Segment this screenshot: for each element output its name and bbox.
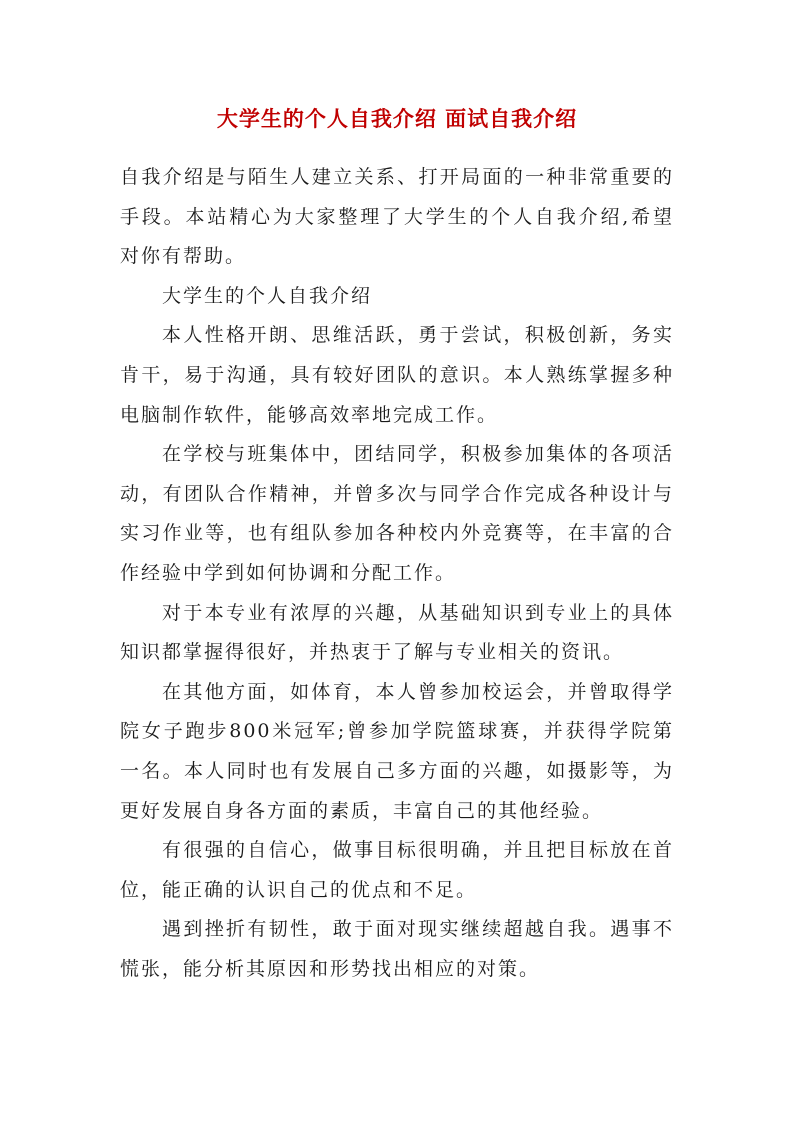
document-body: [120, 158, 674, 989]
section-heading: 大学生的个人自我介绍: [162, 284, 373, 307]
body-paragraph-3: 对于本专业有浓厚的兴趣，从基础知识到专业上的具体知识都掌握得很好，并热衷于了解与专业相关的资讯。: [120, 601, 674, 664]
intro-paragraph: 自我介绍是与陌生人建立关系、打开局面的一种非常重要的手段。本站精心为大家整理了大学生的个人自我介绍,希望对你有帮助。: [120, 166, 674, 268]
body-paragraph-5: 有很强的自信心，做事目标很明确，并且把目标放在首位，能正确的认识自己的优点和不足。: [120, 839, 674, 901]
body-paragraph-4: 在其他方面，如体育，本人曾参加校运会，并曾取得学院女子跑步800米冠军;曾参加学院篮球赛，并获得学院第一名。本人同时也有发展自己多方面的兴趣，如摄影等，为更好发展自身各方面的素质，丰富自己的其他经验。: [120, 680, 674, 822]
body-paragraph-6: 遇到挫折有韧性，敢于面对现实继续超越自我。遇事不慌张，能分析其原因和形势找出相应的对策。: [120, 918, 674, 980]
body-paragraph-2: 在学校与班集体中，团结同学，积极参加集体的各项活动，有团队合作精神，并曾多次与同学合作完成各种设计与实习作业等，也有组队参加各种校内外竞赛等，在丰富的合作经验中学到如何协调和分配工作。: [120, 443, 674, 584]
body-paragraph-1: 本人性格开朗、思维活跃，勇于尝试，积极创新，务实肯干，易于沟通，具有较好团队的意识。本人熟练掌握多种电脑制作软件，能够高效率地完成工作。: [120, 324, 674, 426]
document-title: 大学生的个人自我介绍 面试自我介绍: [216, 106, 578, 131]
